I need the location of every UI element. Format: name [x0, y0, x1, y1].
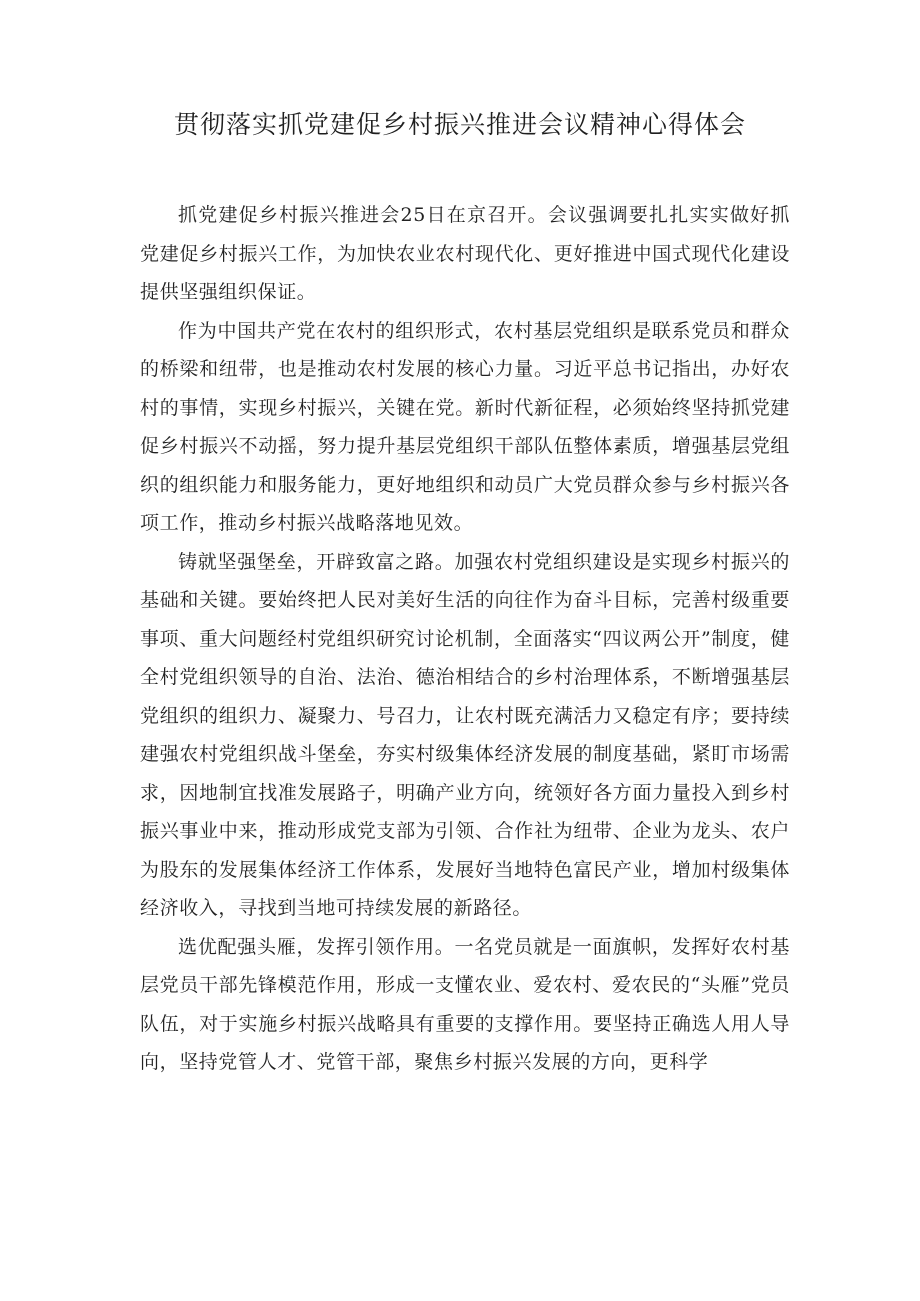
document-body — [140, 196, 790, 1082]
paragraph-4: 选优配强头雁，发挥引领作用。一名党员就是一面旗帜，发挥好农村基层党员干部先锋模范作用，形成一支懂农业、爱农村、爱农民的“头雁”党员队伍，对于实施乡村振兴战略具有重要的支撑作用。要坚持正确选人用人导向，坚持党管人才、党管干部，聚焦乡村振兴发展的方向，更科学 — [140, 935, 790, 1073]
document-title: 贯彻落实抓党建促乡村振兴推进会议精神心得体会 — [173, 110, 746, 139]
paragraph-1: 抓党建促乡村振兴推进会25日在京召开。会议强调要扎扎实实做好抓党建促乡村振兴工作，为加快农业农村现代化、更好推进中国式现代化建设提供坚强组织保证。 — [140, 204, 790, 303]
paragraph-3: 铸就坚强堡垒，开辟致富之路。加强农村党组织建设是实现乡村振兴的基础和关键。要始终把人民对美好生活的向往作为奋斗目标，完善村级重要事项、重大问题经村党组织研究讨论机制，全面落实“四议两公开”制度，健全村党组织领导的自治、法治、德治相结合的乡村治理体系，不断增强基层党组织的组织力、凝聚力、号召力，让农村既充满活力又稳定有序；要持续建强农村党组织战斗堡垒，夯实村级集体经济发展的制度基础，紧盯市场需求，因地制宜找准发展路子，明确产业方向，统领好各方面力量投入到乡村振兴事业中来，推动形成党支部为引领、合作社为纽带、企业为龙头、农户为股东的发展集体经济工作体系，发展好当地特色富民产业，增加村级集体经济收入，寻找到当地可持续发展的新路径。 — [140, 550, 790, 919]
paragraph-2: 作为中国共产党在农村的组织形式，农村基层党组织是联系党员和群众的桥梁和纽带，也是推动农村发展的核心力量。习近平总书记指出，办好农村的事情，实现乡村振兴，关键在党。新时代新征程，必须始终坚持抓党建促乡村振兴不动摇，努力提升基层党组织干部队伍整体素质，增强基层党组织的组织能力和服务能力，更好地组织和动员广大党员群众参与乡村振兴各项工作，推动乡村振兴战略落地见效。 — [140, 319, 790, 534]
